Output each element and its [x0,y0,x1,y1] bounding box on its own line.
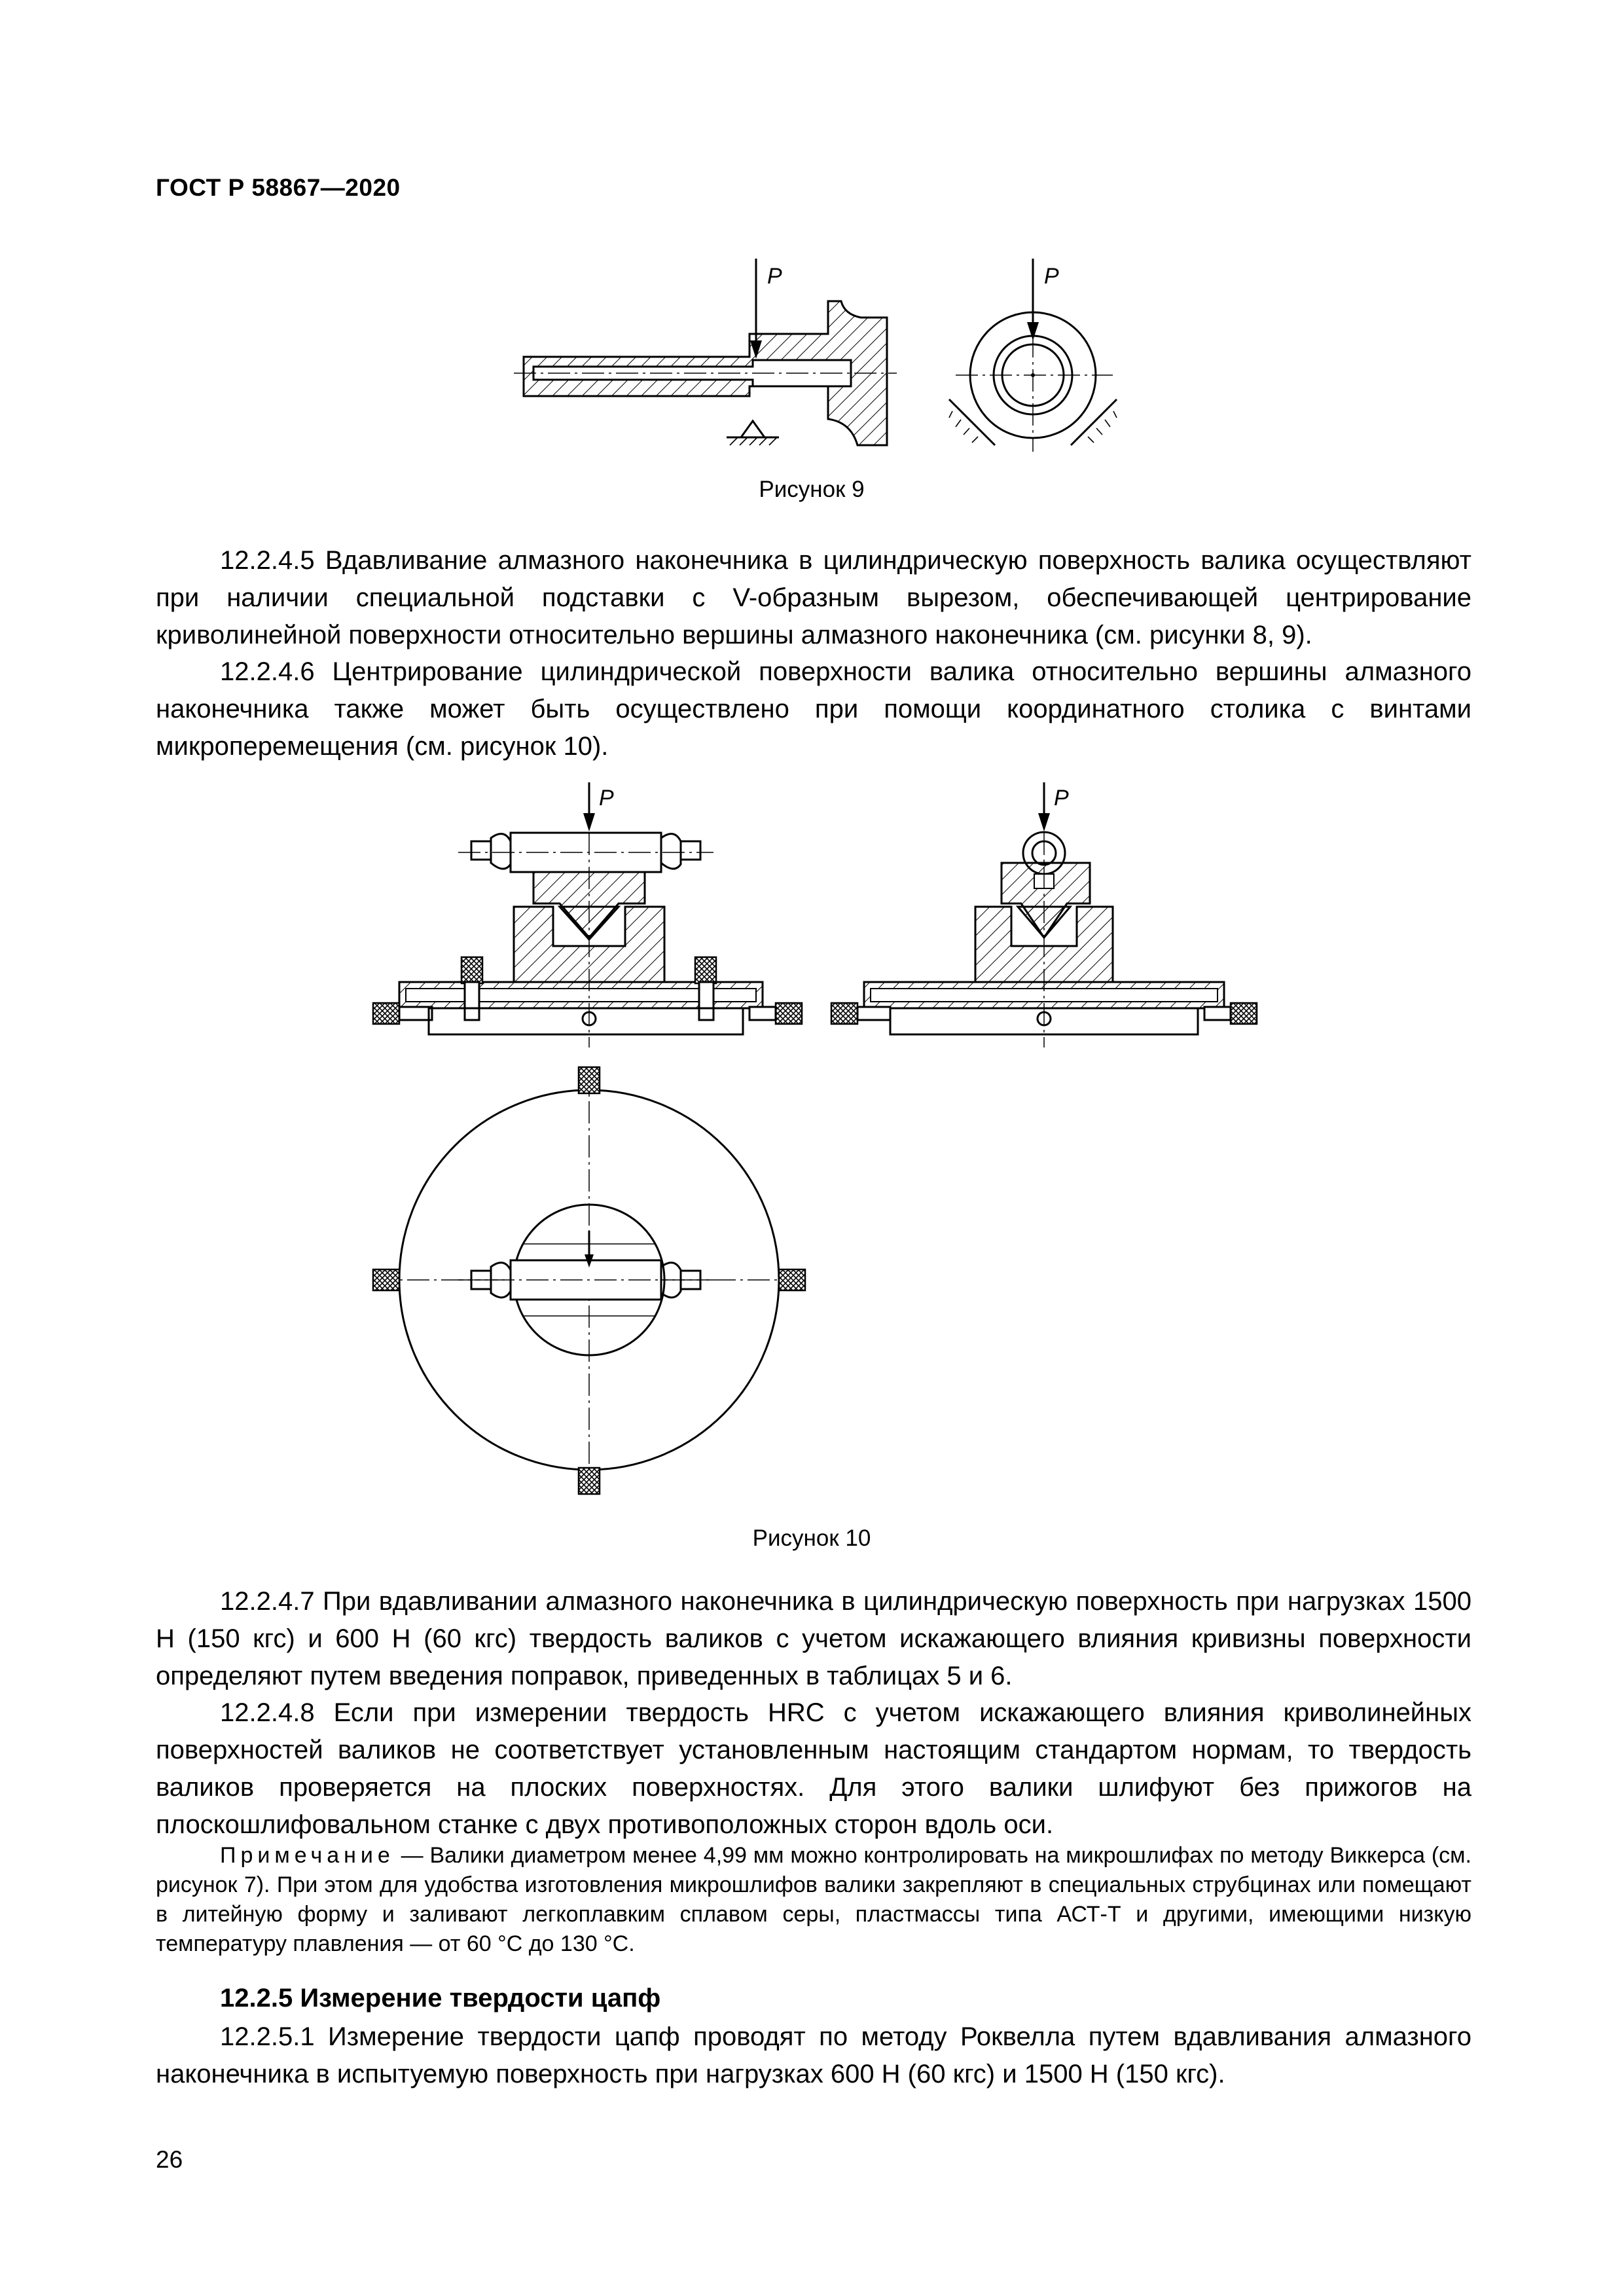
figure-10-front-view [373,782,802,1048]
page-number: 26 [156,2146,183,2173]
document-code-header: ГОСТ Р 58867—2020 [156,174,401,201]
paragraph-12-2-4-7: 12.2.4.7 При вдавливании алмазного наконечника в цилиндрическую поверхность при нагрузках 1500 Н (150 кгс) и 600 Н (60 кгс) твердость валиков с учетом искажающего влияния кривизны поверхности определяют путем введения поправок, приведенных в таблицах 5 и 6. [156,1587,1471,1690]
figure-10-plan-view [373,1067,805,1494]
paragraph-12-2-4-6: 12.2.4.6 Центрирование цилиндрической поверхности валика относительно вершины алмазного наконечника также может быть осуществлено при помощи координатного столика с винтами микроперемещения (см. рисунок 10). [156,657,1471,761]
figure-10-caption: Рисунок 10 [752,1525,871,1551]
figure-9-caption: Рисунок 9 [759,477,865,502]
figure-10-load-label-side: P [1054,786,1069,811]
figure-9-load-label-right: P [1044,264,1059,289]
note-label: Примечание [220,1843,395,1868]
paragraph-12-2-4-5: 12.2.4.5 Вдавливание алмазного наконечника в цилиндрическую поверхность валика осуществляют при наличии специальной подставки с V-образным вырезом, обеспечивающей центрирование криволинейной поверхности относительно вершины алмазного наконечника (см. рисунки 8, 9). [156,546,1471,649]
section-heading-12-2-5: 12.2.5 Измерение твердости цапф [220,1984,661,2013]
note-block [156,1841,1471,1959]
paragraph-12-2-5-1: 12.2.5.1 Измерение твердости цапф проводят по методу Роквелла путем вдавливания алмазного наконечника в испытуемую поверхность при нагрузках 600 Н (60 кгс) и 1500 Н (150 кгс). [156,2022,1471,2088]
figure-9-load-label-left: P [767,264,782,289]
figure-10-load-label-front: P [599,786,614,811]
figure-10-side-view [831,782,1257,1048]
note-text: — Валики диаметром менее 4,99 мм можно контролировать на микрошлифах по методу Виккерса (см. рисунок 7). При этом для удобства изготовления микрошлифов валики закрепляют в специальных струбцинах или помещают в литейную форму и заливают легкоплавким сплавом серы, пластмассы типа АСТ-Т и другими, имеющими низкую температуру плавления — от 60 °C до 130 °C. [156,1843,1471,1956]
paragraph-12-2-4-8: 12.2.4.8 Если при измерении твердость HRC с учетом искажающего влияния криволинейных поверхностей валиков не соответствует установленным настоящим стандартом нормам, то твердость валиков проверяется на плоских поверхностях. Для этого валики шлифуют без прижогов на плоскошлифовальном станке с двух противоположных сторон вдоль оси. [156,1698,1471,1839]
